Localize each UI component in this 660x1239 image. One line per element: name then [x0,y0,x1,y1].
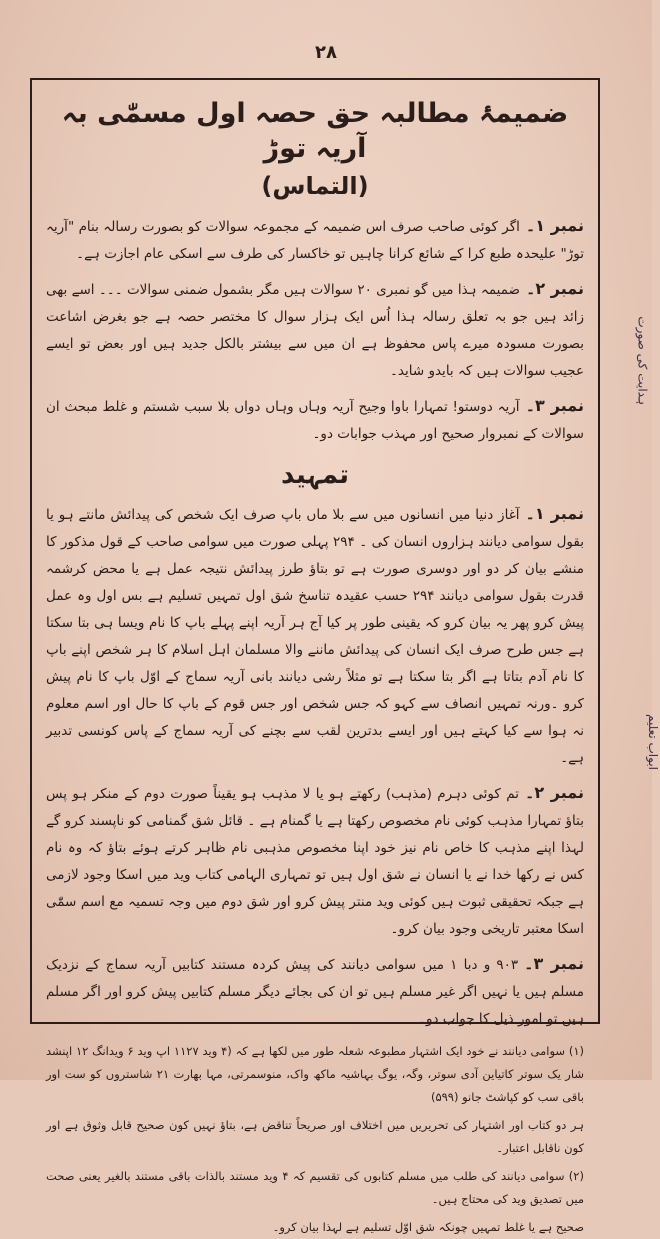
item-text: ضمیمہ ہذا میں گو نمبری ۲۰ سوالات ہیں مگر بشمول ضمنی سوالات ۔۔۔ اسے بھی زائد ہیں جو بہ تعلق رسالہ ہذا اُس ایک ہزار سوال کا مختصر حصہ ہے جو بغرض اشاعت بصورت مسودہ میرے پاس محفوظ ہے ان میں سے بیشتر بالکل جدید ہیں اور بعض تو ایسے عجیب سوالات ہیں کہ بایدو شاید۔ [46,282,584,380]
item-label: نمبر ۳۔ [525,396,584,416]
item-text: اگر کوئی صاحب صرف اس ضمیمہ کے مجموعہ سوالات کو بصورت رسالہ بنام "آریہ توڑ" علیحدہ طبع کرا کے شائع کرانا چاہیں تو خاکسار کی طرف سے اسکی عام اجازت ہے۔ [46,219,584,263]
item-label: نمبر ۳۔ [524,954,584,974]
sub-point: ہر دو کتاب اور اشتہار کی تحریریں میں اختلاف اور صریحاً تناقض ہے، بتاؤ نہیں کون صحیح قابل وثوق ہے اور کون ناقابل اعتبار۔ [46,1118,584,1156]
section-heading: تمہید [280,460,350,491]
sub-point: صحیح ہے یا غلط تمہیں چونکہ شق اوّل تسلیم ہے لہذا بیان کرو۔ [272,1220,584,1235]
sub-point: (۲) سوامی دیانند کی طلب میں مسلم کتابوں کی تقسیم کہ ۴ وید مستند بالذات باقی مستند بالغیر یعنی صحت میں تصدیق وید کی محتاج ہیں۔ [46,1169,584,1207]
text-frame [30,78,600,1235]
item-text: آریہ دوستو! تمہارا باوا وجیح آریہ وہاں وہاں دواں بلا سبب شستم و غلط مبحث ان سوالات کے نمبروار صحیح اور مہذب جوابات دو۔ [46,399,584,443]
body-item [46,500,584,772]
subtitle: (التماس) [261,172,369,201]
item-label: نمبر ۲۔ [524,783,584,803]
page-number: ۲۸ [315,42,337,63]
body-item [46,779,584,943]
intro-item [46,392,584,448]
item-label: نمبر ۲۔ [526,279,584,299]
item-text: ۹۰۳ و دبا ۱ میں سوامی دیانند کی پیش کردہ مستند کتابیں آریہ سماج کے نزدیک مسلم ہیں یا نہیں اگر غیر مسلم ہیں تو ان کی بجائے دیگر مسلم کتابیں پیش کرو اور اگر مسلم ہیں تو امور ذیل کا جواب دو۔ [46,957,584,1028]
item-text: تم کوئی دہرم (مذہب) رکھتے ہو یا لا مذہب ہو یقیناً صورت دوم کے منکر ہو پس بتاؤ تمہارا مذہب کوئی نام مخصوص رکھتا ہے یا گمنام ہے ۔ قائل شق گمنامی کو ناپسند کرو گے لہذا اپنے مذہب کا خاص نام نیز خود اپنا مخصوص مذہبی نام ظاہر کرتے ہوئے بتاؤ کہ وہ نام کس نے رکھا خدا نے یا انسان نے شق اول ہیں تو تمہاری الہامی کتاب وید میں اسکا وجود لازمی ہے جبکہ تحقیقی ثبوت ہیں کوئی وید منتر پیش کرو اور شق دوم میں وجہ تسمیہ مع اسم سمّٰی اسکا معتبر تاریخی وجود بیان کرو۔ [46,786,584,938]
intro-item [46,275,584,385]
margin-note: ہدایت کی صورت [636,316,650,405]
intro-item [46,212,584,268]
page-title: ضمیمۂ مطالبہ حق حصہ اول مسمّٰی بہ آریہ توڑ [61,98,569,165]
margin-note: ابواب تعلیم [646,713,660,770]
body-item [46,950,584,1033]
item-label: نمبر ۱۔ [525,216,584,236]
item-label: نمبر ۱۔ [525,504,585,524]
sub-point: (۱) سوامی دیانند نے خود ایک اشتہار مطبوعہ شعلہ طور میں لکھا ہے کہ (۴ وید ۱۱۲۷ اپ وید ۶ ویدانگ ۱۲ اپنشد شار یک سوتر کاتیاین آدی سوتر، وگہ، یوگ بہاشیہ ماکھ واک، منوسمرتی، مہا بھارت ۲۱ شاستروں کو ست اور باقی سب کو کپاشٹ جانو (۵۹۹) [46,1044,585,1105]
item-text: آغاز دنیا میں انسانوں میں سے بلا ماں باپ صرف ایک شخص کی پیدائش مانتے ہو یا بقول سوامی دیانند ہزاروں انسان کی ۔ ۲۹۴ پہلی صورت میں سوامی صاحب کے قول مذکور کا منشے بیان کر دو اور دوسری صورت ہے تو بتاؤ طرز پیدائش نتیجہ عمل ہے یا محض کرشمہ قدرت بقول سوامی دیانند ۲۹۴ حسب عقیدہ تناسخ شق اول تمہیں تسلیم ہے بس اول وہ عمل پیش کرو پھر یہ بیان کرو کہ یقینی طور پر کیا آج ہر آریہ اپنے پہلے باپ کا نام ویسا ہی بتا سکتا ہے جس طرح صرف ایک انسان کی پیدائش ماننے والا مسلمان اہل اسلام کا ہر شخص اپنے باپ کا نام آدم بتاتا ہے اگر بتا سکتا ہے تو مثلاً رشی دیانند بانی آریہ سماج کے اوّل باپ کا نام پیش کرو ۔ورنہ تمہیں انصاف سے کہو کہ جس شخص اور جس قوم کے باپ کا حال اور اسم معلوم نہ ہوا سے کیا کہتے ہیں اور ایسے بدترین لقب سے بچنے کی آریہ سماج کے پاس کونسی تدبیر ہے۔ [46,507,584,767]
